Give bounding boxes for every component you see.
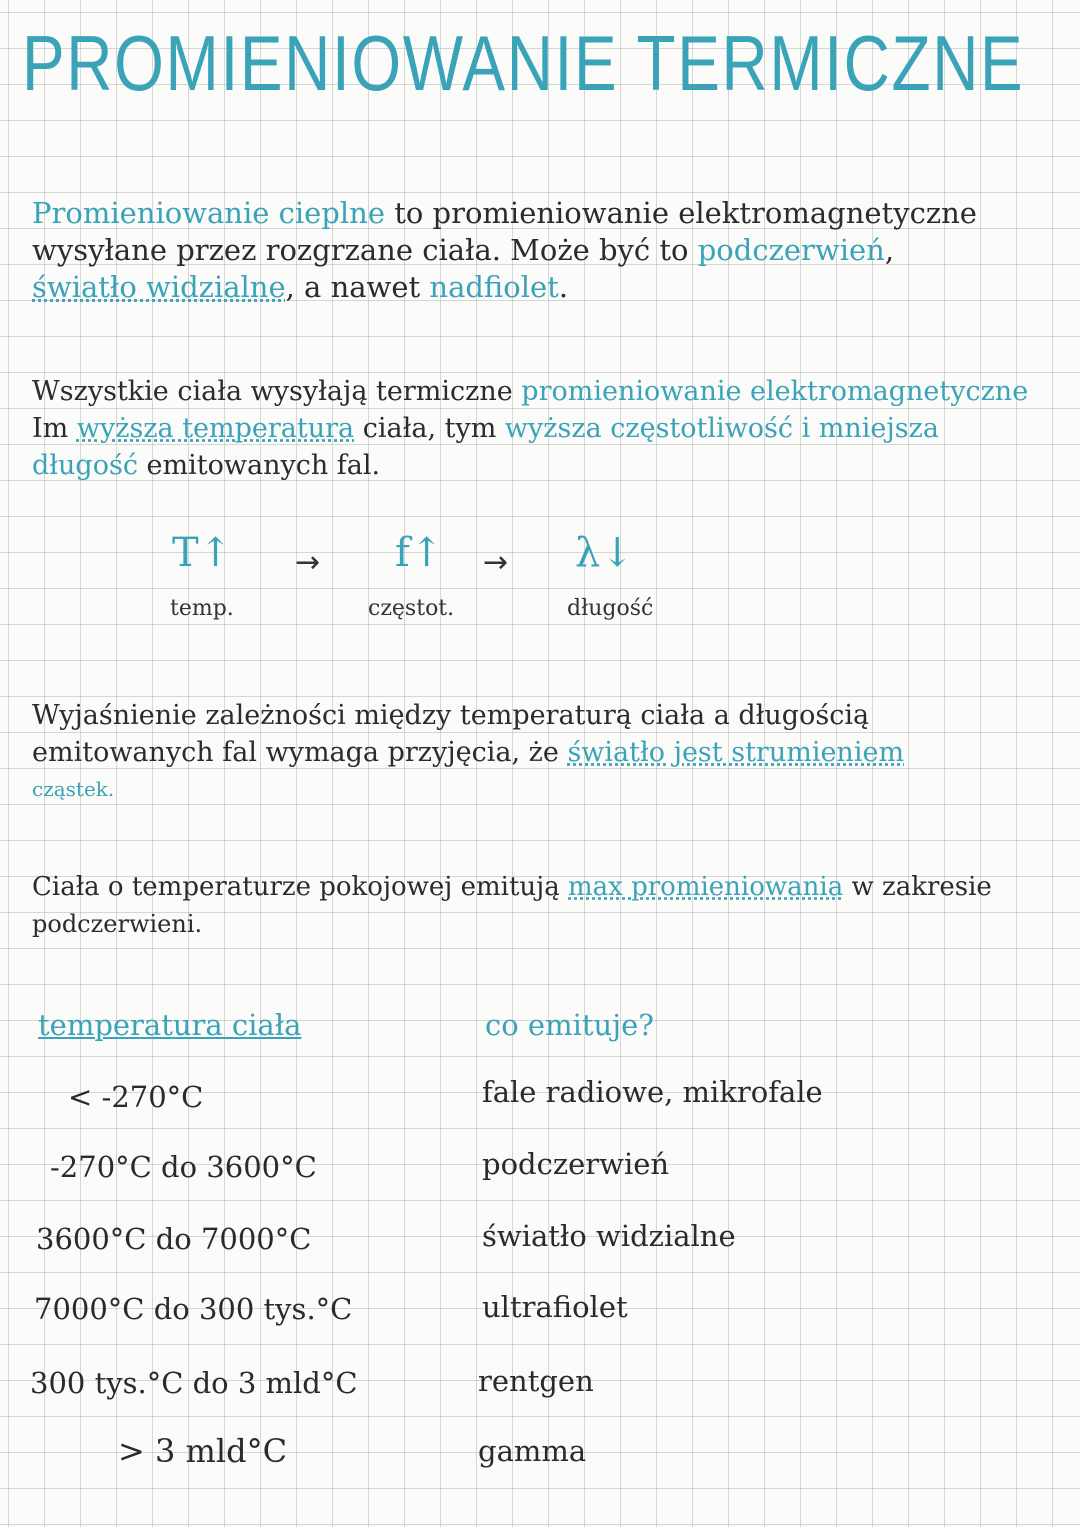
p3-line2 [32, 734, 904, 771]
table-cell-temp: < -270°C [68, 1080, 204, 1114]
symbol-frequency-up: f↑ [395, 530, 444, 576]
p1-line2 [32, 232, 894, 269]
p3-line1: Wyjaśnienie zależności między temperaturą ciała a długością [32, 700, 870, 731]
p2-text-3: ciała, tym [354, 413, 505, 444]
table-cell-temp: 3600°C do 7000°C [36, 1222, 312, 1256]
label-temp: temp. [170, 596, 234, 621]
p4-line2: podczerwieni. [32, 910, 203, 938]
p4-text-2: w zakresie [843, 872, 992, 902]
p2-line1 [32, 373, 1028, 410]
table-header-temperature: temperatura ciała [38, 1008, 302, 1042]
p2-line2 [32, 410, 939, 447]
table-cell-temp: > 3 mld°C [118, 1432, 288, 1470]
table-cell-emits: rentgen [478, 1364, 594, 1398]
p1-comma: , [884, 233, 895, 267]
p1-text-3: , a nawet [285, 270, 430, 304]
table-cell-emits: ultrafiolet [482, 1290, 628, 1324]
table-cell-temp: 7000°C do 300 tys.°C [34, 1292, 353, 1326]
page-title: PROMIENIOWANIE TERMICZNE [22, 19, 1025, 107]
p3-line3: cząstek. [32, 777, 115, 801]
p2-text-2: Im [32, 413, 77, 444]
p1-line3 [32, 269, 568, 306]
label-frequency: częstot. [368, 596, 455, 621]
table-cell-emits: gamma [478, 1434, 587, 1468]
table-cell-temp: -270°C do 3600°C [50, 1150, 317, 1184]
p3-text-1: emitowanych fal wymaga przyjęcia, że [32, 737, 568, 768]
arrow-right-icon: → [483, 545, 509, 580]
p1-dot: . [558, 270, 569, 304]
term-infrared: podczerwień [697, 233, 885, 267]
p1-text-2: wysyłane przez rozgrzane ciała. Może być to [32, 233, 698, 267]
symbol-wavelength-down: λ↓ [575, 530, 634, 576]
term-em-radiation: promieniowanie elektromagnetyczne [521, 376, 1029, 407]
label-wavelength: długość [567, 596, 654, 621]
p4-line1 [32, 869, 992, 906]
term-higher-temp: wyższa temperatura [76, 413, 355, 444]
term-higher-frequency: wyższa częstotliwość i mniejsza [504, 413, 939, 444]
p2-line3 [32, 447, 380, 484]
p1-text-1: to promieniowanie elektromagnetyczne [384, 196, 977, 230]
p4-text-1: Ciała o temperaturze pokojowej emitują [32, 872, 569, 902]
term-light-particles: światło jest strumieniem [567, 737, 905, 768]
symbol-temperature-up: T↑ [172, 530, 233, 576]
arrow-right-icon: → [295, 545, 321, 580]
table-cell-emits: podczerwień [482, 1147, 670, 1181]
term-wavelength: długość [32, 450, 138, 481]
table-cell-emits: światło widzialne [482, 1219, 736, 1253]
table-header-emits: co emituje? [485, 1008, 654, 1042]
p2-text-4: emitowanych fal. [137, 450, 381, 481]
table-cell-temp: 300 tys.°C do 3 mld°C [30, 1366, 358, 1400]
p1-line1 [32, 195, 977, 232]
term-ultraviolet: nadfiolet [429, 270, 559, 304]
term-max-radiation: max promieniowania [568, 872, 844, 902]
p2-text-1: Wszystkie ciała wysyłają termiczne [32, 376, 522, 407]
term-thermal-radiation: Promieniowanie cieplne [32, 196, 385, 230]
term-visible-light: światło widzialne [32, 270, 286, 304]
table-cell-emits: fale radiowe, mikrofale [482, 1075, 823, 1109]
